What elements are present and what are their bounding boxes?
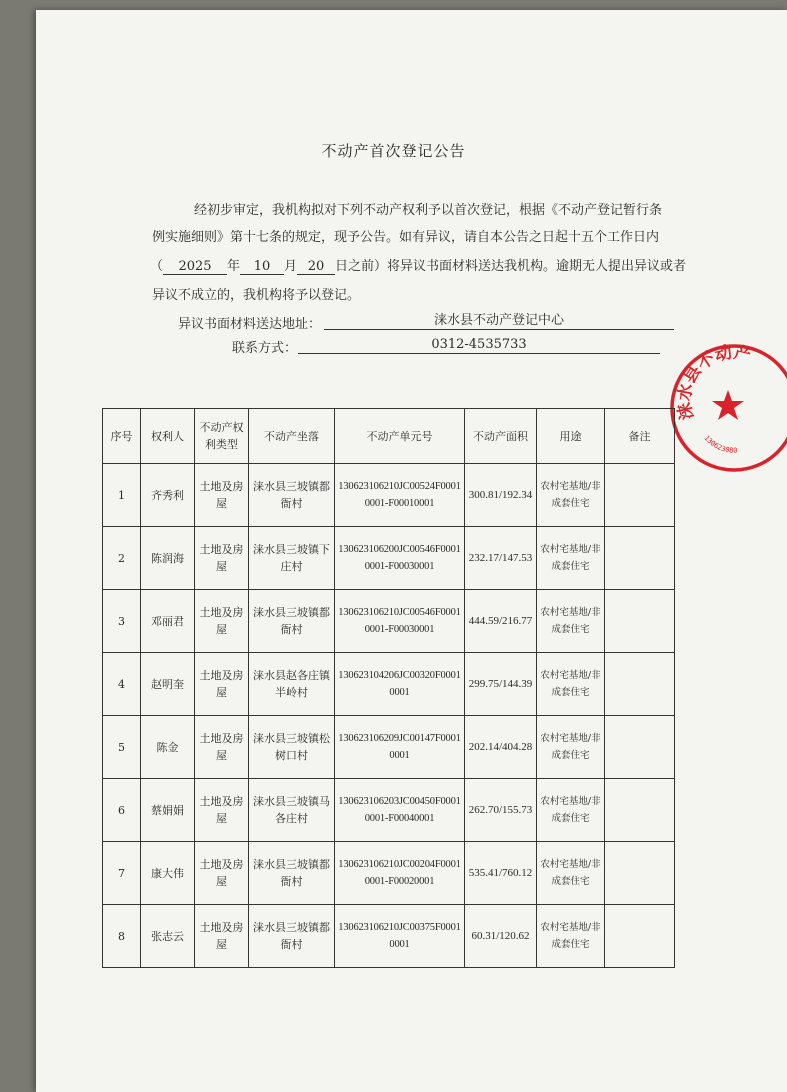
- table-row: [103, 590, 675, 653]
- cell-use: 农村宅基地/非成套住宅: [537, 653, 605, 716]
- cell-note: [605, 590, 675, 653]
- cell-use: 农村宅基地/非成套住宅: [537, 716, 605, 779]
- cell-unit: 130623106209JC00147F00010001: [335, 716, 465, 779]
- cell-owner: 邓丽君: [141, 590, 195, 653]
- table-row: [103, 779, 675, 842]
- paren-open: （: [150, 259, 164, 274]
- month-unit: 月: [284, 259, 298, 274]
- cell-type: 土地及房屋: [195, 527, 249, 590]
- cell-unit: 130623106200JC00546F00010001-F00030001: [335, 527, 465, 590]
- header-type: 不动产权利类型: [195, 409, 249, 464]
- cell-area: 232.17/147.53: [465, 527, 537, 590]
- seal-code: 130623080: [702, 434, 738, 455]
- cell-note: [605, 716, 675, 779]
- cell-use: 农村宅基地/非成套住宅: [537, 527, 605, 590]
- address-label: 异议书面材料送达地址：: [178, 317, 322, 332]
- table-row: [103, 464, 675, 527]
- cell-no: 4: [103, 653, 141, 716]
- paragraph-line-4: 异议不成立的，我机构将予以登记。: [152, 288, 361, 303]
- cell-area: 535.41/760.12: [465, 842, 537, 905]
- paragraph-line-1: 经初步审定，我机构拟对下列不动产权利予以首次登记，根据《不动产登记暂行条: [194, 203, 663, 218]
- cell-owner: 康大伟: [141, 842, 195, 905]
- cell-no: 6: [103, 779, 141, 842]
- cell-type: 土地及房屋: [195, 653, 249, 716]
- cell-unit: 130623106210JC00375F00010001: [335, 905, 465, 968]
- cell-owner: 赵明奎: [141, 653, 195, 716]
- header-use: 用途: [537, 409, 605, 464]
- cell-location: 涞水县三坡镇下庄村: [249, 527, 335, 590]
- table-row: [103, 716, 675, 779]
- cell-unit: 130623106203JC00450F00010001-F00040001: [335, 779, 465, 842]
- cell-unit: 130623104206JC00320F00010001: [335, 653, 465, 716]
- cell-owner: 齐秀利: [141, 464, 195, 527]
- registration-table: [102, 408, 675, 968]
- paragraph-line-3-rest: 日之前）将异议书面材料送达我机构。逾期无人提出异议或者: [335, 259, 687, 274]
- cell-note: [605, 779, 675, 842]
- cell-use: 农村宅基地/非成套住宅: [537, 905, 605, 968]
- notice-title: 不动产首次登记公告: [321, 142, 466, 160]
- cell-note: [605, 905, 675, 968]
- paragraph-line-2: 例实施细则》第十七条的规定，现予公告。如有异议，请自本公告之日起十五个工作日内: [152, 230, 660, 245]
- cell-owner: 陈金: [141, 716, 195, 779]
- header-location: 不动产坐落: [249, 409, 335, 464]
- cell-use: 农村宅基地/非成套住宅: [537, 464, 605, 527]
- cell-type: 土地及房屋: [195, 464, 249, 527]
- year-unit: 年: [227, 259, 241, 274]
- header-note: 备注: [605, 409, 675, 464]
- cell-owner: 陈润海: [141, 527, 195, 590]
- paragraph-line-3: [150, 255, 686, 275]
- seal-text: 涞水县不动产: [674, 342, 753, 422]
- cell-owner: 张志云: [141, 905, 195, 968]
- cell-location: 涞水县三坡镇都衙村: [249, 905, 335, 968]
- cell-use: 农村宅基地/非成套住宅: [537, 590, 605, 653]
- cell-no: 7: [103, 842, 141, 905]
- header-no: 序号: [103, 409, 141, 464]
- cell-type: 土地及房屋: [195, 716, 249, 779]
- cell-use: 农村宅基地/非成套住宅: [537, 779, 605, 842]
- cell-no: 5: [103, 716, 141, 779]
- cell-type: 土地及房屋: [195, 590, 249, 653]
- cell-location: 涞水县三坡镇都衙村: [249, 464, 335, 527]
- cell-location: 涞水县赵各庄镇半岭村: [249, 653, 335, 716]
- table-header-row: [103, 409, 675, 464]
- cell-unit: 130623106210JC00546F00010001-F00030001: [335, 590, 465, 653]
- cell-area: 300.81/192.34: [465, 464, 537, 527]
- cell-unit: 130623106210JC00204F00010001-F00020001: [335, 842, 465, 905]
- cell-type: 土地及房屋: [195, 779, 249, 842]
- cell-owner: 蔡娟娟: [141, 779, 195, 842]
- table-row: [103, 527, 675, 590]
- notice-year: 2025: [163, 259, 227, 275]
- official-seal: [664, 338, 787, 478]
- cell-location: 涞水县三坡镇都衙村: [249, 842, 335, 905]
- cell-location: 涞水县三坡镇马各庄村: [249, 779, 335, 842]
- cell-area: 299.75/144.39: [465, 653, 537, 716]
- seal-star-icon: [712, 390, 744, 420]
- cell-type: 土地及房屋: [195, 905, 249, 968]
- address-value: 涞水县不动产登记中心: [324, 313, 674, 330]
- cell-no: 2: [103, 527, 141, 590]
- cell-use: 农村宅基地/非成套住宅: [537, 842, 605, 905]
- cell-note: [605, 842, 675, 905]
- cell-note: [605, 653, 675, 716]
- cell-note: [605, 527, 675, 590]
- cell-unit: 130623106210JC00524F00010001-F00010001: [335, 464, 465, 527]
- table-row: [103, 653, 675, 716]
- cell-no: 1: [103, 464, 141, 527]
- contact-value: 0312-4535733: [298, 337, 660, 354]
- cell-location: 涞水县三坡镇松树口村: [249, 716, 335, 779]
- cell-area: 60.31/120.62: [465, 905, 537, 968]
- table-row: [103, 842, 675, 905]
- cell-note: [605, 464, 675, 527]
- cell-type: 土地及房屋: [195, 842, 249, 905]
- header-owner: 权利人: [141, 409, 195, 464]
- cell-area: 444.59/216.77: [465, 590, 537, 653]
- notice-day: 20: [297, 259, 335, 275]
- header-unit: 不动产单元号: [335, 409, 465, 464]
- cell-area: 202.14/404.28: [465, 716, 537, 779]
- cell-no: 3: [103, 590, 141, 653]
- cell-location: 涞水县三坡镇都衙村: [249, 590, 335, 653]
- table-row: [103, 905, 675, 968]
- cell-no: 8: [103, 905, 141, 968]
- cell-area: 262.70/155.73: [465, 779, 537, 842]
- contact-label: 联系方式：: [232, 341, 298, 356]
- header-area: 不动产面积: [465, 409, 537, 464]
- notice-month: 10: [240, 259, 284, 275]
